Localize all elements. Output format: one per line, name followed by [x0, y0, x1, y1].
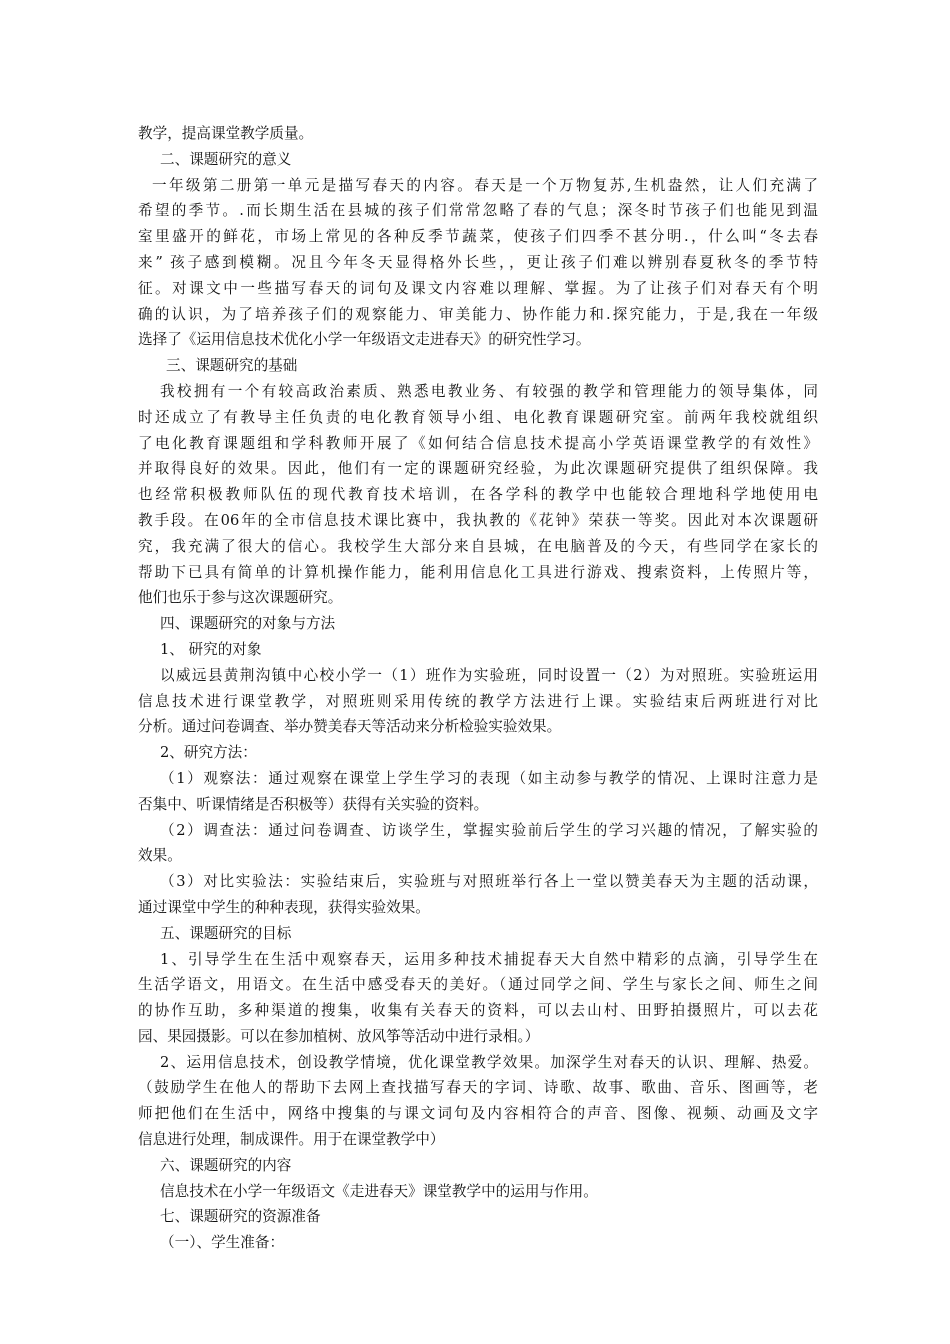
- text-line: （1）观察法：通过观察在课堂上学生学习的表现（如主动参与教学的情况、上课时注意力是: [160, 769, 818, 787]
- text-line: 三、课题研究的基础: [166, 357, 298, 375]
- text-line: 信息进行处理，制成课件。用于在课堂教学中）: [138, 1131, 445, 1149]
- text-line: 2、运用信息技术，创设教学情境，优化课堂教学效果。加深学生对春天的认识、理解、热爱。: [160, 1053, 818, 1071]
- text-line: 园、果园摄影。可以在参加植树、放风筝等活动中进行录相。）: [138, 1027, 540, 1045]
- text-line: 究，我充满了很大的信心。我校学生大部分来自县城，在电脑普及的今天，有些同学在家长的: [138, 537, 818, 555]
- text-line: 确的认识，为了培养孩子们的观察能力、审美能力、协作能力和.探究能力，于是,我在一年级: [138, 305, 818, 323]
- document-page: [138, 121, 818, 1256]
- text-line: 五、课题研究的目标: [160, 924, 292, 942]
- text-line: 也经常积极教师队伍的现代教育技术培训，在各学科的教学中也能较合理地科学地使用电: [138, 486, 818, 504]
- text-line: 来” 孩子感到模糊。况且今年冬天显得格外长些，，更让孩子们难以辨别春夏秋冬的季节特: [138, 253, 818, 271]
- text-line: 以威远县黄荆沟镇中心校小学一（1）班作为实验班，同时设置一（2）为对照班。实验班运用: [160, 666, 818, 684]
- text-line: 师把他们在生活中，网络中搜集的与课文词句及内容相符合的声音、图像、视频、动画及文字: [138, 1105, 818, 1123]
- text-line: 的协作互助，多种渠道的搜集，收集有关春天的资料，可以去山村、田野拍摄照片，可以去花: [138, 1002, 818, 1020]
- text-line: 效果。: [138, 847, 182, 865]
- text-line: （3）对比实验法：实验结束后，实验班与对照班举行各上一堂以赞美春天为主题的活动课，: [160, 873, 818, 891]
- text-line: 通过课堂中学生的种种表现，获得实验效果。: [138, 898, 430, 916]
- text-line: 并取得良好的效果。因此，他们有一定的课题研究经验，为此次课题研究提供了组织保障。我: [138, 460, 818, 478]
- text-line: 1、 研究的对象: [160, 640, 262, 658]
- text-line: 帮助下已具有简单的计算机操作能力，能利用信息化工具进行游戏、搜索资料，上传照片等，: [138, 563, 818, 581]
- text-line: 1、引导学生在生活中观察春天，运用多种技术捕捉春天大自然中精彩的点滴，引导学生在: [160, 950, 818, 968]
- text-line: 室里盛开的鲜花，市场上常见的各种反季节蔬菜，使孩子们四季不甚分明.，什么叫“冬去春: [138, 228, 818, 246]
- text-line: 希望的季节。.而长期生活在县城的孩子们常常忽略了春的气息；深冬时节孩子们也能见到温: [138, 202, 818, 220]
- text-line: 二、课题研究的意义: [160, 150, 292, 168]
- text-line: 生活学语文，用语文。在生活中感受春天的美好。（通过同学之间、学生与家长之间、师生之间: [138, 976, 818, 994]
- text-line: 教学，提高课堂教学质量。: [138, 125, 314, 142]
- text-line: 四、课题研究的对象与方法: [160, 615, 336, 633]
- text-line: （一）、学生准备：: [160, 1234, 285, 1252]
- text-line: 教手段。在06年的全市信息技术课比赛中，我执教的《花钟》荣获一等奖。因此对本次课题研: [138, 511, 818, 529]
- text-line: （2）调查法：通过问卷调查、访谈学生，掌握实验前后学生的学习兴趣的情况，了解实验的: [160, 821, 818, 839]
- text-line: 征。对课文中一些描写春天的词句及课文内容难以理解、掌握。为了让孩子们对春天有个明: [138, 279, 818, 297]
- text-line: 六、课题研究的内容: [160, 1156, 292, 1174]
- text-line: 七、课题研究的资源准备: [160, 1208, 321, 1226]
- text-line: 选择了《运用信息技术优化小学一年级语文走进春天》的研究性学习。: [138, 331, 591, 349]
- text-line: 我校拥有一个有较高政治素质、熟悉电教业务、有较强的教学和管理能力的领导集体，同: [160, 382, 818, 400]
- text-line: 分析。通过问卷调查、举办赞美春天等活动来分析检验实验效果。: [138, 718, 562, 736]
- text-line: 一年级第二册第一单元是描写春天的内容。春天是一个万物复苏,生机盎然，让人们充满了: [152, 176, 818, 194]
- text-line: 他们也乐于参与这次课题研究。: [138, 589, 343, 607]
- text-line: 时还成立了有教导主任负责的电化教育领导小组、电化教育课题研究室。前两年我校就组织: [138, 408, 818, 426]
- text-line: 2、研究方法：: [160, 744, 257, 762]
- text-line: 信息技术在小学一年级语文《走进春天》课堂教学中的运用与作用。: [160, 1182, 598, 1200]
- text-line: （鼓励学生在他人的帮助下去网上查找描写春天的字词、诗歌、故事、歌曲、音乐、图画等，老: [138, 1079, 818, 1097]
- text-line: 了电化教育课题组和学科教师开展了《如何结合信息技术提高小学英语课堂教学的有效性》: [138, 434, 818, 452]
- text-line: 否集中、听课情绪是否积极等）获得有关实验的资料。: [138, 795, 489, 813]
- text-line: 信息技术进行课堂教学，对照班则采用传统的教学方法进行上课。实验结束后两班进行对比: [138, 692, 818, 710]
